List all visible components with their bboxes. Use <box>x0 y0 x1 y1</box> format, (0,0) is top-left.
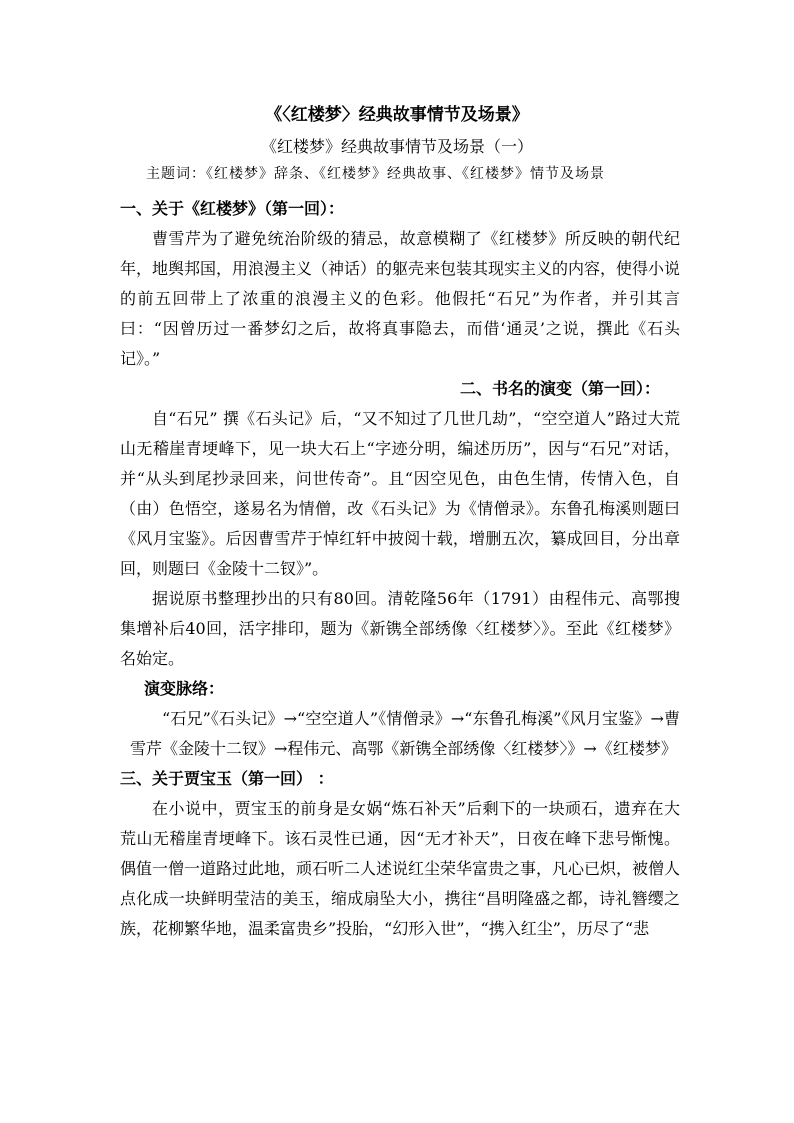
evolution-subheading: 演变脉络： <box>144 679 225 698</box>
section-2-heading: 二、书名的演变（第一回）： <box>459 379 660 398</box>
document-body <box>120 194 680 944</box>
section-1-heading: 一、关于《红楼梦》（第一回）： <box>120 199 345 218</box>
section-2-paragraph-1: 自“石兄” 撰《石头记》后，“又不知过了几世几劫”，“空空道人”路过大荒山无稽崖青埂峰下，见一块大石上“字迹分明，编述历历”，因与“石兄”对话，并“从头到尾抄录回来，问世传奇”。且“因空见色，由色生情，传情入色，自（由）色悟空，遂易名为情僧，改《石头记》为《情僧录》。东鲁孔梅溪则题曰《风月宝鉴》。后因曹雪芹于悼红轩中披阅十载，增删五次，纂成回目，分出章回，则题曰《金陵十二钗》”。 <box>120 409 680 578</box>
section-2-paragraph-2: 据说原书整理抄出的只有80回。清乾隆56年（1791）由程伟元、高鄂搜集增补后40回，活字排印，题为《新镌全部绣像〈红楼梦〉》。至此《红楼梦》名始定。 <box>120 589 680 668</box>
keywords-line: 主题词：《红楼梦》辞条、《红楼梦》经典故事、《红楼梦》情节及场景 <box>146 166 605 182</box>
evolution-flow: “石兄”《石头记》→“空空道人”《情僧录》→“东鲁孔梅溪”《风月宝鉴》→曹雪芹《金陵十二钗》→程伟元、高鄂《新镌全部绣像〈红楼梦〉》→《红楼梦》 <box>130 709 680 758</box>
section-1-paragraph: 曹雪芹为了避免统治阶级的猜忌，故意模糊了《红楼梦》所反映的朝代纪年，地舆邦国，用浪漫主义（神话）的躯壳来包装其现实主义的内容，使得小说的前五回带上了浓重的浪漫主义的色彩。他假托“石兄”为作者，并引其言曰：“因曾历过一番梦幻之后，故将真事隐去，而借‘通灵’之说，撰此《石头记》。” <box>120 229 681 368</box>
section-3-heading: 三、关于贾宝玉（第一回） ： <box>120 769 334 788</box>
document-title: 《〈红楼梦〉经典故事情节及场景》 <box>265 105 529 125</box>
document-subtitle: 《红楼梦》经典故事情节及场景（一） <box>260 137 533 156</box>
section-3-paragraph: 在小说中，贾宝玉的前身是女娲“炼石补天”后剩下的一块顽石，遗弃在大荒山无稽崖青埂峰下。该石灵性已通，因“无才补天”，日夜在峰下悲号惭愧。偶值一僧一道路过此地，顽石听二人述说红尘荣华富贵之事，凡心已炽，被僧人点化成一块鲜明莹洁的美玉，缩成扇坠大小，携往“昌明隆盛之都，诗礼簪缨之族，花柳繁华地，温柔富贵乡”投胎，“幻形入世”，“携入红尘”，历尽了“悲 <box>120 799 681 938</box>
